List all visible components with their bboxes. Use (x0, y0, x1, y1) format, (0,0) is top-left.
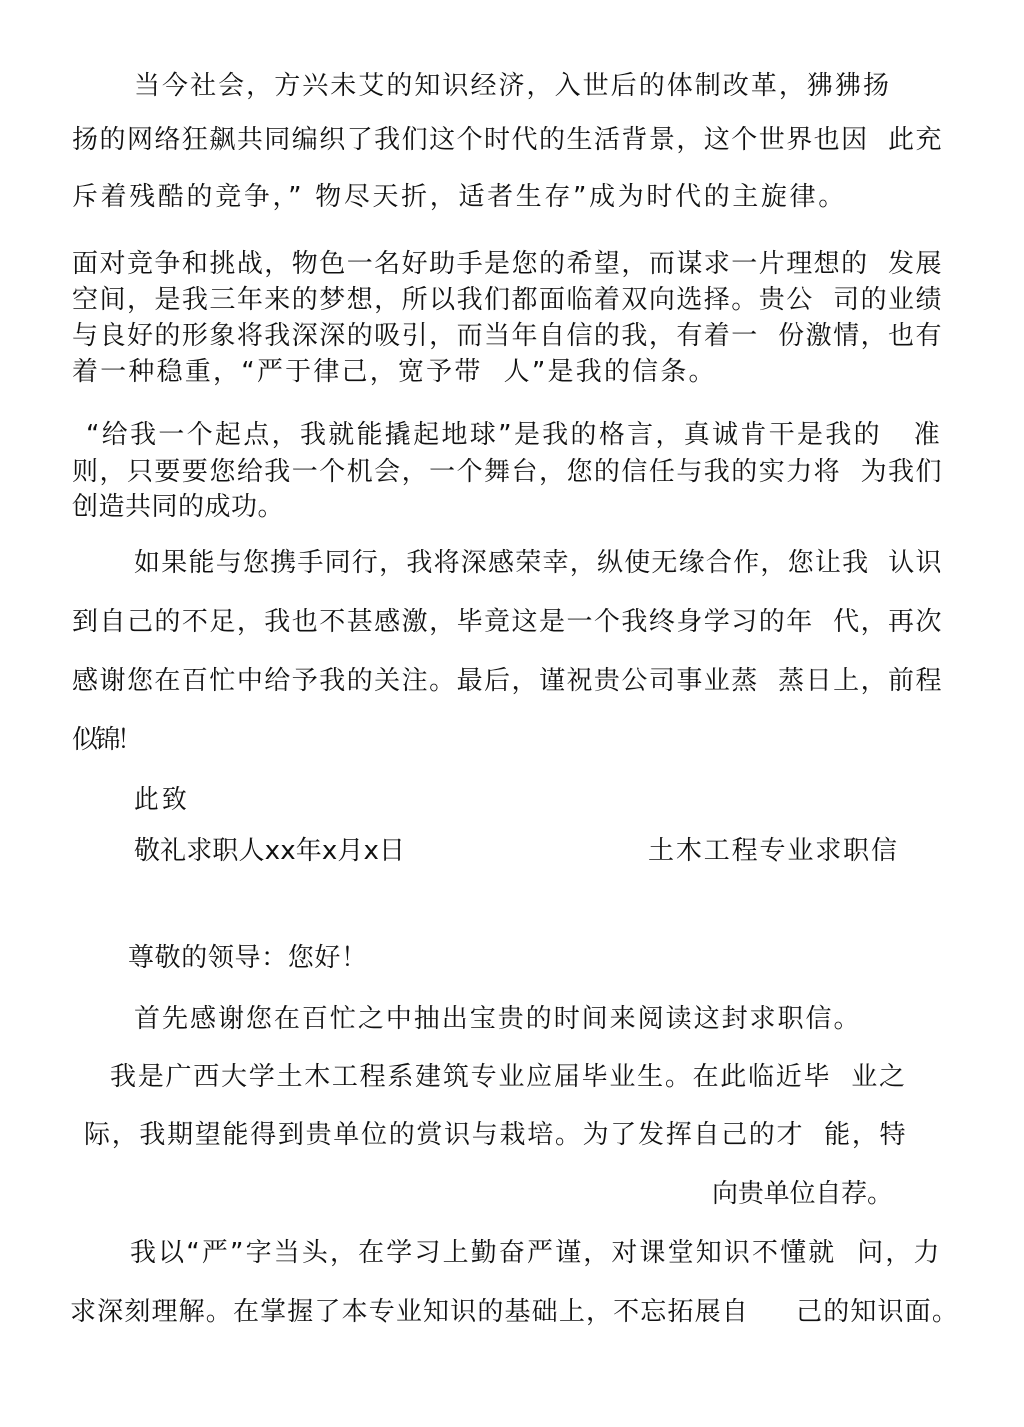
paragraph-line: 则，只要要您给我一个机会，一个舞台，您的信任与我的实力将 为我们 (72, 457, 943, 487)
paragraph-line: 着一种稳重，“严于律己，宽予带 人”是我的信条。 (72, 357, 717, 387)
paragraph-line: 斥着残酷的竞争，” 物尽天折，适者生存”成为时代的主旋律。 (72, 182, 847, 212)
paragraph-line: 首先感谢您在百忙之中抽出宝贵的时间来阅读这封求职信。 (134, 1004, 862, 1034)
paragraph-line: 求深刻理解。在掌握了本专业知识的基础上，不忘拓展自 己的知识面。 (70, 1297, 959, 1327)
paragraph-line: 我是广西大学土木工程系建筑专业应届毕业生。在此临近毕 业之 (110, 1062, 907, 1092)
paragraph-line: 到自己的不足，我也不甚感激，毕竟这是一个我终身学习的年 代，再次 (72, 607, 943, 637)
paragraph-line: 际，我期望能得到贵单位的赏识与栽培。为了发挥自己的才 能，特 (84, 1120, 908, 1150)
paragraph-line: 与良好的形象将我深深的吸引，而当年自信的我，有着一 份激情，也有 (72, 321, 943, 351)
paragraph-line: 空间，是我三年来的梦想，所以我们都面临着双向选择。贵公 司的业绩 (72, 285, 943, 315)
closing-salutation: 此致 (134, 785, 191, 815)
paragraph-line: 似锦！ (72, 725, 140, 755)
paragraph-line: 创造共同的成功。 (72, 492, 285, 522)
document-title: 土木工程专业求职信 (648, 836, 899, 866)
paragraph-line: 如果能与您携手同行，我将深感荣幸，纵使无缘合作，您让我 认识 (134, 548, 943, 578)
paragraph-line: 向贵单位自荐。 (712, 1179, 893, 1209)
greeting: 尊敬的领导：您好！ (128, 943, 368, 973)
paragraph-line: “给我一个起点，我就能撬起地球”是我的格言，真诚肯干是我的 准 (86, 420, 943, 450)
paragraph-line: 面对竞争和挑战，物色一名好助手是您的希望，而谋求一片理想的 发展 (72, 249, 943, 279)
paragraph-line: 当今社会，方兴未艾的知识经济，入世后的体制改革，狒狒扬 (134, 71, 892, 101)
signature-date: 敬礼求职人xx年x月x日 (134, 836, 406, 866)
paragraph-line: 感谢您在百忙中给予我的关注。最后，谨祝贵公司事业蒸 蒸日上，前程 (72, 666, 943, 696)
paragraph-line: 扬的网络狂飙共同编织了我们这个时代的生活背景，这个世界也因 此充 (72, 125, 943, 155)
paragraph-line: 我以“严”字当头，在学习上勤奋严谨，对课堂知识不懂就 问，力 (130, 1238, 942, 1268)
